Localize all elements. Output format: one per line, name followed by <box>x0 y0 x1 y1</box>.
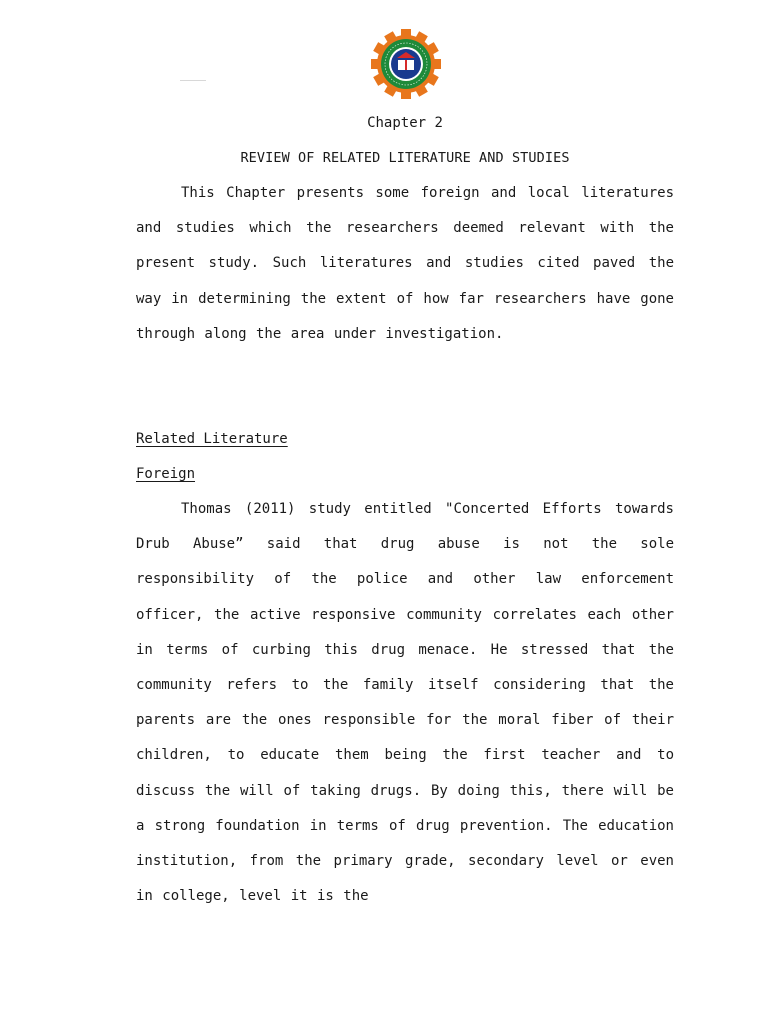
body-paragraph: Thomas (2011) study entitled "Concerted Efforts towards Drub Abuse” said that drug abuse is not the sole responsibility of the police and other law enforcement officer, the active responsive community correlates each other in terms of curbing this drug menace. He stressed that the community refers to the family itself considering that the parents are the ones responsible for the moral fiber of their children, to educate them being the first teacher and to discuss the will of taking drugs. By doing this, there will be a strong foundation in terms of drug prevention. The education institution, from the primary grade, secondary level or even in college, level it is the <box>136 501 674 905</box>
chapter-title: REVIEW OF RELATED LITERATURE AND STUDIES <box>240 150 570 166</box>
subsection-heading-foreign: Foreign <box>136 466 196 482</box>
chapter-label: Chapter 2 <box>367 115 443 131</box>
section-heading-related-literature: Related Literature <box>136 431 288 447</box>
page-mark <box>180 80 206 81</box>
school-seal-icon <box>370 28 442 100</box>
intro-paragraph: This Chapter presents some foreign and local literatures and studies which the researchers deemed relevant with the present study. Such literatures and studies cited paved the way in determining the extent of how far researchers have gone through along the area under investigation. <box>136 185 674 342</box>
